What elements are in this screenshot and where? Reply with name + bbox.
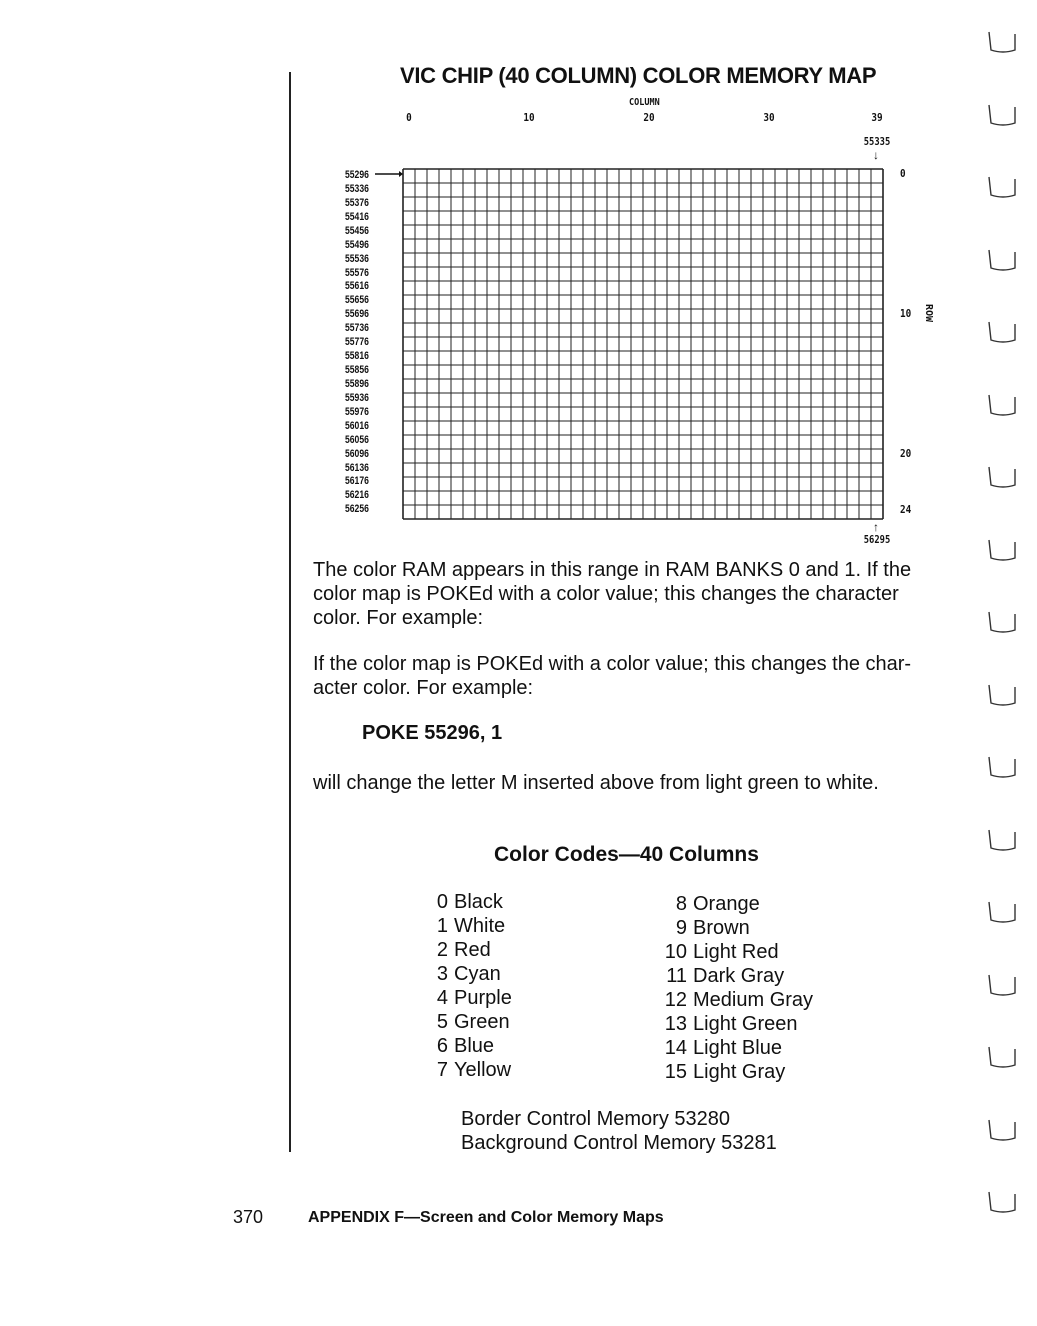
paragraph-line: If the color map is POKEd with a color value; this changes the char- (313, 653, 912, 675)
color-codes-left-column (436, 890, 512, 1082)
row-address: 55736 (345, 322, 369, 335)
page-title: VIC CHIP (40 COLUMN) COLOR MEMORY MAP (400, 63, 877, 88)
row-address: 56016 (345, 419, 369, 432)
binding-hole-icon (985, 536, 1019, 564)
column-tick-label: 30 (763, 111, 775, 124)
column-heading: COLUMN (629, 97, 660, 108)
color-code-name: Orange (693, 893, 760, 915)
binding-hole-icon (985, 971, 1019, 999)
color-code-number: 6 (436, 1035, 448, 1057)
binding-hole-icon (985, 246, 1019, 274)
color-code-number: 5 (436, 1011, 448, 1033)
color-code-number: 15 (664, 1061, 687, 1083)
right-arrow-icon (375, 168, 403, 182)
binding-hole-icon (985, 1043, 1019, 1071)
row-heading: ROW (923, 304, 934, 323)
row-address: 55776 (345, 336, 369, 349)
binding-hole-icon (985, 681, 1019, 709)
color-code-name: Red (454, 939, 491, 961)
color-code-name: Yellow (454, 1059, 512, 1081)
color-code-row (436, 1034, 512, 1058)
top-right-address: 55335 (863, 135, 891, 148)
color-code-name: Light Green (693, 1013, 798, 1035)
row-address: 55936 (345, 391, 369, 404)
binding-hole-icon (985, 898, 1019, 926)
row-address: 55856 (345, 364, 369, 377)
color-code-row (436, 914, 512, 938)
color-code-name: Dark Gray (693, 965, 785, 987)
color-code-row (664, 988, 814, 1012)
color-code-name: Blue (454, 1035, 495, 1057)
row-address: 56176 (345, 475, 369, 488)
margin-rule (289, 72, 291, 1152)
column-tick-label: 10 (523, 111, 535, 124)
color-code-row (664, 940, 813, 964)
row-address: 56096 (345, 447, 369, 460)
row-address: 55336 (345, 182, 369, 195)
row-address: 56256 (345, 503, 369, 516)
binding-hole-icon (985, 173, 1019, 201)
color-code-row (664, 1060, 813, 1084)
binding-hole-icon (985, 391, 1019, 419)
paragraph-color-ram (313, 558, 953, 630)
row-tick-label: 20 (900, 447, 912, 460)
binding-hole-icon (985, 1188, 1019, 1216)
paragraph-result: will change the letter M inserted above from light green to white. (313, 772, 879, 794)
color-codes-right-column (664, 892, 814, 1084)
color-code-number: 3 (436, 963, 448, 985)
row-address: 55696 (345, 308, 369, 321)
color-code-name: Brown (693, 917, 750, 939)
color-code-row (675, 916, 813, 940)
paragraph-line: color map is POKEd with a color value; this changes the character (313, 583, 899, 605)
color-code-number: 1 (436, 915, 448, 937)
color-code-number: 10 (664, 941, 687, 963)
row-tick-label: 0 (900, 167, 906, 180)
row-address: 55616 (345, 280, 369, 293)
row-address: 56056 (345, 433, 369, 446)
color-code-name: Black (454, 891, 503, 913)
row-address: 55376 (345, 196, 369, 209)
color-code-name: Medium Gray (693, 989, 814, 1011)
color-code-row (666, 964, 813, 988)
border-control-memory: Border Control Memory 53280 (461, 1108, 731, 1130)
color-code-row (436, 962, 512, 986)
row-address: 55976 (345, 405, 369, 418)
row-address: 56136 (345, 461, 369, 474)
page-number: 370 (233, 1207, 264, 1227)
color-code-name: Cyan (454, 963, 501, 985)
down-arrow-icon: ↓ (873, 148, 879, 162)
color-code-row (436, 1010, 512, 1034)
color-code-number: 11 (666, 965, 687, 987)
binding-hole-icon (985, 608, 1019, 636)
row-address: 55576 (345, 266, 369, 279)
column-tick-label: 39 (871, 111, 883, 124)
color-code-number: 7 (436, 1059, 448, 1081)
binding-hole-icon (985, 463, 1019, 491)
color-code-name: Light Gray (693, 1061, 786, 1083)
row-address: 55536 (345, 252, 369, 265)
row-address: 55656 (345, 294, 369, 307)
binding-hole-icon (985, 318, 1019, 346)
color-code-number: 13 (664, 1013, 687, 1035)
color-code-row (664, 1012, 813, 1036)
right-arrow-icon-svg (375, 168, 403, 182)
binding-hole-icon (985, 101, 1019, 129)
row-address: 55296 (345, 169, 369, 181)
paragraph-color-map (313, 652, 953, 700)
binding-hole-icon (985, 28, 1019, 56)
row-tick-label: 10 (900, 307, 912, 320)
color-code-row (436, 938, 512, 962)
poke-command: POKE 55296, 1 (362, 722, 503, 744)
color-code-row (664, 1036, 813, 1060)
color-code-number: 2 (436, 939, 448, 961)
color-codes-heading: Color Codes—40 Columns (494, 843, 759, 866)
color-code-name: Light Blue (693, 1037, 782, 1059)
control-memory-block (461, 1107, 777, 1155)
row-tick-label: 24 (900, 503, 912, 516)
color-code-name: Purple (454, 987, 512, 1009)
paragraph-line: The color RAM appears in this range in RAM BANKS 0 and 1. If the (313, 559, 912, 581)
color-code-number: 9 (675, 917, 687, 939)
color-code-number: 4 (436, 987, 448, 1009)
binding-hole-icon (985, 753, 1019, 781)
row-address: 55896 (345, 377, 369, 390)
background-control-memory: Background Control Memory 53281 (461, 1132, 777, 1154)
column-tick-label: 20 (643, 111, 655, 124)
color-code-row (436, 1058, 512, 1082)
row-address: 55456 (345, 224, 369, 237)
row-address: 55416 (345, 210, 369, 223)
up-arrow-icon: ↑ (873, 520, 879, 534)
paragraph-line: acter color. For example: (313, 677, 534, 699)
color-code-row (436, 890, 512, 914)
row-address: 56216 (345, 489, 369, 502)
color-code-number: 8 (675, 893, 687, 915)
color-code-row (675, 892, 813, 916)
color-code-number: 12 (664, 989, 687, 1011)
color-code-name: White (454, 915, 506, 937)
color-code-row (436, 986, 512, 1010)
bottom-right-address: 56295 (863, 533, 891, 546)
color-code-name: Light Red (693, 941, 779, 963)
binding-hole-icon (985, 826, 1019, 854)
column-tick-label: 0 (406, 111, 412, 124)
color-code-number: 14 (664, 1037, 687, 1059)
color-code-name: Green (454, 1011, 510, 1033)
row-address: 55816 (345, 350, 369, 363)
color-code-number: 0 (436, 891, 448, 913)
binding-hole-icon (985, 1116, 1019, 1144)
color-memory-map (340, 150, 940, 560)
row-address: 55496 (345, 238, 369, 251)
footer-section-title: APPENDIX F—Screen and Color Memory Maps (308, 1209, 664, 1226)
paragraph-line: color. For example: (313, 607, 484, 629)
